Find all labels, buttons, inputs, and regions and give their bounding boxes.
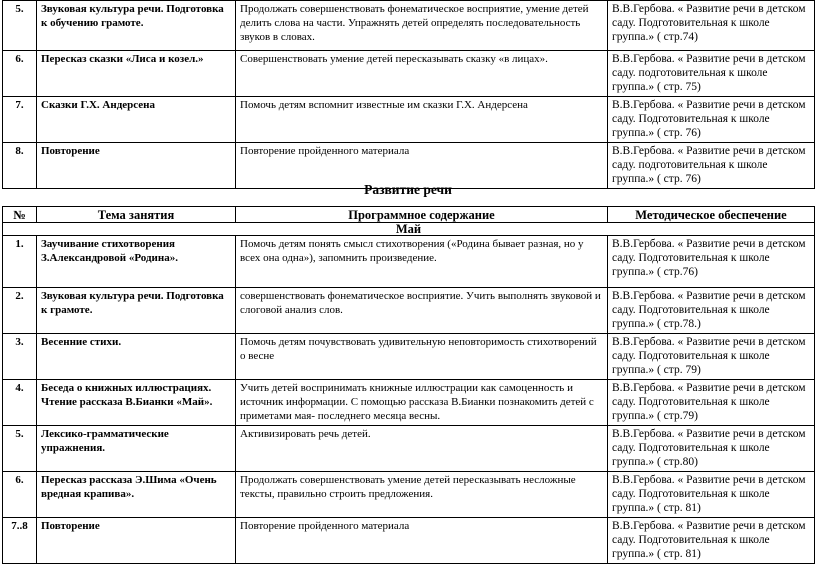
- row-number: 2.: [3, 288, 37, 334]
- lesson-reference: В.В.Гербова. « Развитие речи в детском саду. Подготовительная к школе группа.» ( стр. 76): [608, 97, 815, 143]
- row-number: 4.: [3, 380, 37, 426]
- row-number: 3.: [3, 334, 37, 380]
- lesson-topic: Лексико-грамматические упражнения.: [37, 426, 236, 472]
- table-row: [3, 472, 815, 518]
- row-number: 5.: [3, 426, 37, 472]
- table-row: [3, 97, 815, 143]
- lesson-topic: Повторение: [37, 518, 236, 564]
- lesson-content: Совершенствовать умение детей пересказывать сказку «в лицах».: [236, 51, 608, 97]
- lesson-topic: Сказки Г.Х. Андерсена: [37, 97, 236, 143]
- month-label: Май: [3, 223, 815, 236]
- lesson-content: Помочь детям почувствовать удивительную неповторимость стихотворений о весне: [236, 334, 608, 380]
- lesson-topic: Заучивание стихотворения З.Александровой «Родина».: [37, 236, 236, 288]
- lesson-content: Учить детей воспринимать книжные иллюстрации как самоценность и источник информации. С помощью рассказа В.Бианки познакомить детей с приметами мая- последнего месяца весны.: [236, 380, 608, 426]
- lesson-topic: Весенние стихи.: [37, 334, 236, 380]
- table-row: [3, 380, 815, 426]
- row-number: 6.: [3, 51, 37, 97]
- previous-lessons-table: [2, 0, 815, 189]
- header-number: №: [3, 207, 37, 223]
- lesson-content: Помочь детям понять смысл стихотворения («Родина бывает разная, но у всех она одна»), запомнить произведение.: [236, 236, 608, 288]
- row-number: 1.: [3, 236, 37, 288]
- lesson-reference: В.В.Гербова. « Развитие речи в детском саду. Подготовительная к школе группа.» ( стр.79): [608, 380, 815, 426]
- table-row: [3, 288, 815, 334]
- lesson-content: Продолжать совершенствовать умение детей пересказывать несложные тексты, правильно строить предложения.: [236, 472, 608, 518]
- lesson-topic: Звуковая культура речи. Подготовка к грамоте.: [37, 288, 236, 334]
- lesson-content: Повторение пройденного материала: [236, 518, 608, 564]
- table-row: [3, 1, 815, 51]
- lesson-topic: Беседа о книжных иллюстрациях. Чтение рассказа В.Бианки «Май».: [37, 380, 236, 426]
- row-number: 6.: [3, 472, 37, 518]
- row-number: 7.: [3, 97, 37, 143]
- table-row: [3, 518, 815, 564]
- lesson-content: Помочь детям вспомнит известные им сказки Г.Х. Андерсена: [236, 97, 608, 143]
- lesson-topic: Пересказ сказки «Лиса и козел.»: [37, 51, 236, 97]
- lesson-topic: Пересказ рассказа Э.Шима «Очень вредная крапива».: [37, 472, 236, 518]
- header-reference: Методическое обеспечение: [608, 207, 815, 223]
- row-number: 7..8: [3, 518, 37, 564]
- lesson-content: Повторение пройденного материала: [236, 143, 608, 189]
- lesson-reference: В.В.Гербова. « Развитие речи в детском саду. Подготовительная к школе группа.» ( стр. 81): [608, 518, 815, 564]
- row-number: 5.: [3, 1, 37, 51]
- lesson-reference: В.В.Гербова. « Развитие речи в детском саду. подготовительная к школе группа.» ( стр. 76): [608, 143, 815, 189]
- section-title: Развитие речи: [364, 182, 452, 197]
- row-number: 8.: [3, 143, 37, 189]
- lesson-reference: В.В.Гербова. « Развитие речи в детском саду. Подготовительная к школе группа.» ( стр.80): [608, 426, 815, 472]
- table-row: [3, 334, 815, 380]
- lesson-reference: В.В.Гербова. « Развитие речи в детском саду. Подготовительная к школе группа.» ( стр.78.): [608, 288, 815, 334]
- month-row: [3, 223, 815, 236]
- lesson-reference: В.В.Гербова. « Развитие речи в детском саду. Подготовительная к школе группа.» ( стр. 79): [608, 334, 815, 380]
- may-lessons-table: [2, 206, 815, 564]
- lesson-reference: В.В.Гербова. « Развитие речи в детском саду. Подготовительная к школе группа.» ( стр.74): [608, 1, 815, 51]
- lesson-content: Активизировать речь детей.: [236, 426, 608, 472]
- lesson-reference: В.В.Гербова. « Развитие речи в детском саду. Подготовительная к школе группа.» ( стр. 81): [608, 472, 815, 518]
- lesson-content: совершенствовать фонематическое восприятие. Учить выполнять звуковой и слоговой анализ слов.: [236, 288, 608, 334]
- header-row: [3, 207, 815, 223]
- table-row: [3, 236, 815, 288]
- lesson-content: Продолжать совершенствовать фонематическое восприятие, умение детей делить слова на части. Упражнять детей определять последовательность звуков в словах.: [236, 1, 608, 51]
- lesson-reference: В.В.Гербова. « Развитие речи в детском саду. подготовительная к школе группа.» ( стр. 75): [608, 51, 815, 97]
- table-row: [3, 51, 815, 97]
- lesson-topic: Звуковая культура речи. Подготовка к обучению грамоте.: [37, 1, 236, 51]
- header-content: Программное содержание: [236, 207, 608, 223]
- table-row: [3, 426, 815, 472]
- lesson-topic: Повторение: [37, 143, 236, 189]
- lesson-reference: В.В.Гербова. « Развитие речи в детском саду. Подготовительная к школе группа.» ( стр.76): [608, 236, 815, 288]
- header-topic: Тема занятия: [37, 207, 236, 223]
